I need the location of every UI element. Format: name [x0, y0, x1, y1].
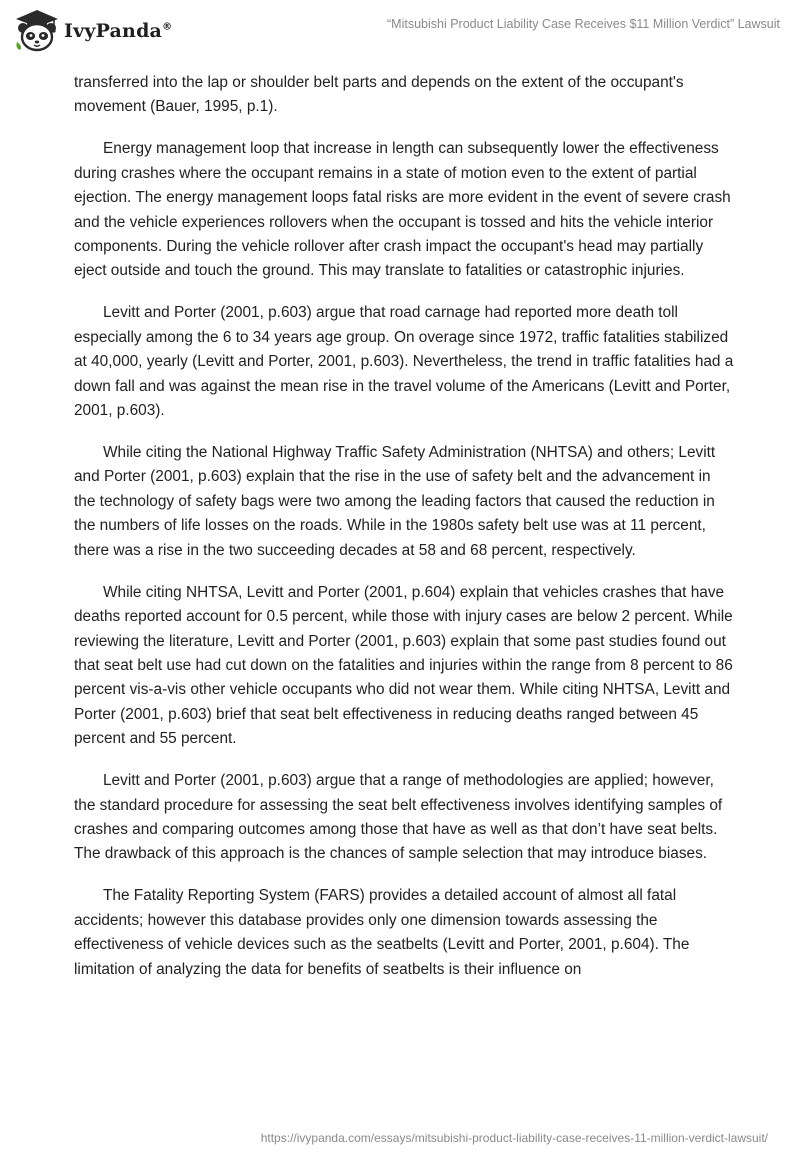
paragraph: While citing NHTSA, Levitt and Porter (2001, p.604) explain that vehicles crashes that have deaths reported account for 0.5 percent, while those with injury cases are below 2 percent. While reviewing the literature, Levitt and Porter (2001, p.603) explain that some past studies found out that seat belt use had cut down on the fatalities and injuries within the range from 8 percent to 86 percent vis-a-vis other vehicle occupants who did not wear them. While citing NHTSA, Levitt and Porter (2001, p.603) brief that seat belt effectiveness in reducing deaths ranged between 45 percent and 55 percent.	[74, 583, 733, 748]
page-header	[0, 0, 800, 60]
paragraph: The Fatality Reporting System (FARS) provides a detailed account of almost all fatal accidents; however this database provides only one dimension towards assessing the effectiveness of vehicle devices such as the seatbelts (Levitt and Porter, 2001, p.604). The limitation of analyzing the data for benefits of seatbelts is their influence on	[74, 887, 690, 978]
footer-source-url[interactable]: https://ivypanda.com/essays/mitsubishi-product-liability-case-receives-11-million-verdict-lawsuit/	[260, 1131, 768, 1145]
document-title: “Mitsubishi Product Liability Case Receives $11 Million Verdict” Lawsuit	[387, 17, 780, 31]
logo-text: IvyPanda	[64, 20, 163, 42]
paragraph: Energy management loop that increase in length can subsequently lower the effectiveness during crashes where the occupant remains in a state of motion even to the extent of partial ejection. The energy management loops fatal risks are more evident in the event of severe crash and the vehicle experiences rollovers when the occupant is tossed and hits the vehicle interior components. During the vehicle rollover after crash impact the occupant's head may partially eject outside and touch the ground. This may translate to fatalities or catastrophic injuries.	[74, 140, 731, 280]
paragraph: Levitt and Porter (2001, p.603) argue that a range of methodologies are applied; however, the standard procedure for assessing the seat belt effectiveness involves identifying samples of crashes and comparing outcomes among those that have as well as that don’t have seat belts. The drawback of this approach is the chances of sample selection that may introduce biases.	[74, 772, 723, 863]
paragraph-continued: transferred into the lap or shoulder belt parts and depends on the extent of the occupant's movement (Bauer, 1995, p.1).	[74, 74, 684, 116]
paragraph: While citing the National Highway Traffic Safety Administration (NHTSA) and others; Levitt and Porter (2001, p.603) explain that the rise in the use of safety belt and the advancement in the technology of safety bags were two among the leading factors that caused the reduction in the numbers of life losses on the roads. While in the 1980s safety belt use was at 11 percent, there was a rise in the two succeeding decades at 58 and 68 percent, respectively.	[74, 444, 716, 559]
panda-graduate-icon	[14, 8, 60, 52]
logo-wordmark	[64, 20, 172, 42]
registered-mark: ®	[162, 21, 173, 33]
paragraph: Levitt and Porter (2001, p.603) argue that road carnage had reported more death toll especially among the 6 to 34 years age group. On overage since 1972, traffic fatalities stabilized at 40,000, yearly (Levitt and Porter, 2001, p.603). Nevertheless, the trend in traffic fatalities had a down fall and was against the mean rise in the travel volume of the Americans (Levitt and Porter, 2001, p.603).	[74, 304, 734, 420]
essay-body	[74, 71, 734, 1000]
ivypanda-logo[interactable]	[14, 8, 172, 52]
